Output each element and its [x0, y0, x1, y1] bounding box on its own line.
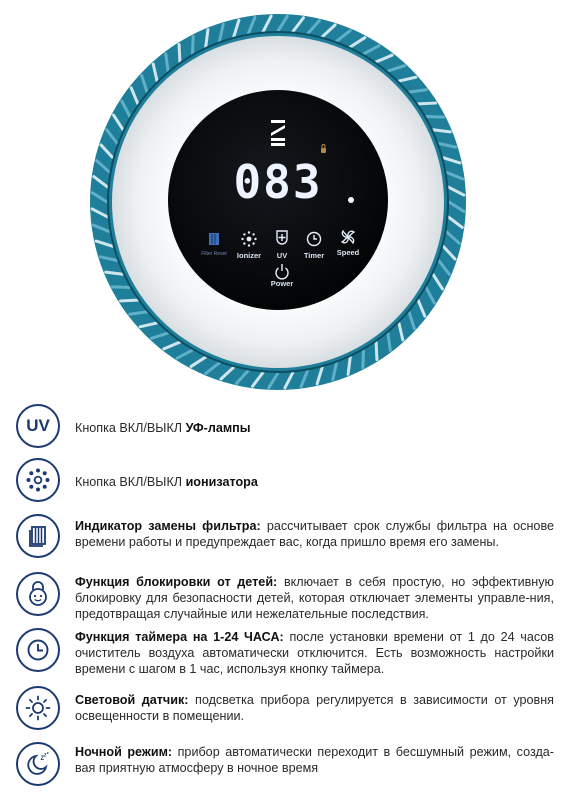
feature-uv-lead: Кнопка ВКЛ/ВЫКЛ	[75, 421, 186, 435]
speed-label: Speed	[336, 248, 360, 257]
feature-child-lock-text	[75, 574, 554, 622]
filter-indicator-icon	[16, 514, 60, 558]
grille-slat	[363, 350, 364, 367]
grille-slat	[418, 103, 435, 104]
led-number-display: 083	[233, 155, 323, 209]
feature-light-sensor-text	[75, 692, 554, 724]
uv-icon	[16, 404, 60, 448]
filter-reset-label: Filter Reset	[201, 251, 227, 257]
feature-child-lock-rest: включает в себя простую, но эффективную блокировку для безопасности детей, которая отключает элементы управле-ния, предотвращая случайные или нежелательные последствия.	[75, 575, 554, 621]
air-purifier-top-view	[78, 10, 478, 410]
grille-slat	[426, 117, 443, 118]
power-label: Power	[270, 279, 294, 288]
feature-timer-rest: после установки времени от 1 до 24 часов очиститель воздуха автоматически отключится. Есть возможность настройки времени с шагом в 1 час, используя кнопку таймера.	[75, 630, 554, 676]
feature-filter-rest: рассчитывает срок службы фильтра на основе времени работы и предупреждает вас, когда пришло время его замены.	[75, 519, 554, 549]
uv-icon-text: UV	[26, 416, 50, 435]
svg-text:z: z	[46, 750, 49, 755]
feature-night-mode-rest: прибор автоматически переходит в бесшумный режим, созда-вая приятную атмосферу в ночное время	[75, 745, 554, 775]
grille-slat	[112, 287, 129, 288]
feature-light-sensor-rest: подсветка прибора регулируется в зависимости от уровня освещенности в помещении.	[75, 693, 554, 723]
filter-reset-icon	[209, 233, 219, 245]
ionizer-icon	[16, 458, 60, 502]
feature-ionizer-text	[75, 474, 554, 490]
feature-filter-bold: Индикатор замены фильтра:	[75, 519, 261, 533]
feature-timer-bold: Функция таймера на 1-24 ЧАСА:	[75, 630, 284, 644]
grille-slat	[179, 44, 180, 61]
ionizer-label: Ionizer	[236, 251, 262, 260]
feature-uv-bold: УФ-лампы	[185, 421, 251, 435]
svg-text:z: z	[44, 752, 47, 759]
feature-ionizer-bold: ионизатора	[185, 475, 258, 489]
timer-label: Timer	[303, 251, 325, 260]
feature-light-sensor-bold: Световой датчик:	[75, 693, 189, 707]
led-dot	[348, 197, 354, 203]
grille-slat	[376, 342, 377, 359]
night-mode-icon	[16, 742, 60, 786]
air-purifier-illustration	[78, 10, 478, 410]
light-sensor-icon	[16, 686, 60, 730]
feature-timer-text	[75, 629, 554, 677]
feature-night-mode-text	[75, 744, 554, 776]
feature-uv-text	[75, 420, 554, 436]
uv-label: UV	[276, 251, 288, 260]
feature-night-mode-bold: Ночной режим:	[75, 745, 173, 759]
grille-slat	[193, 36, 194, 53]
grille-slat	[120, 300, 137, 301]
feature-filter-text	[75, 518, 554, 550]
timer-icon	[16, 628, 60, 672]
feature-ionizer-lead: Кнопка ВКЛ/ВЫКЛ	[75, 475, 186, 489]
ionizer-icon	[241, 231, 256, 246]
child-lock-icon	[16, 572, 60, 616]
svg-text:Z: Z	[40, 756, 45, 762]
feature-child-lock-bold: Функция блокировки от детей:	[75, 575, 278, 589]
